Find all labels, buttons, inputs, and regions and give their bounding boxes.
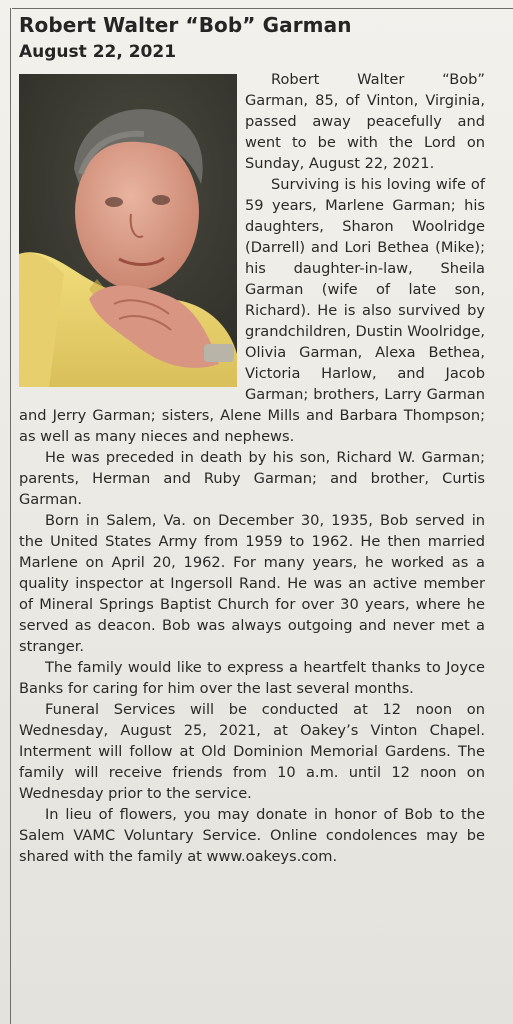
paragraph-memorial: In lieu of flowers, you may donate in honor of Bob to the Salem VAMC Voluntary Service. Online condolences may be shared with the family at www.oakeys.com.: [19, 806, 485, 865]
column-rule: [10, 8, 11, 1024]
paragraph-survivors: Surviving is his loving wife of 59 years, Marlene Garman; his daughters, Sharon Woolridge (Darrell) and Lori Bethea (Mike); his daughter-in-law, Sheila Garman (wife of late son, Richard). He is also survived by grandchildren, Dustin Woolridge, Olivia Garman, Alexa Bethea, Victoria Harlow, and Jacob Garman; brothers, Larry Garman and Jerry Garman; sisters, Alene Mills and Barbara Thompson; as well as many nieces and nephews.: [19, 176, 485, 445]
paragraph-preceded: He was preceded in death by his son, Richard W. Garman; parents, Herman and Ruby Garman; and brother, Curtis Garman.: [19, 449, 485, 508]
obituary-name-heading: Robert Walter “Bob” Garman: [19, 13, 352, 37]
obituary-body: [19, 69, 485, 867]
paragraph-intro: Robert Walter “Bob” Garman, 85, of Vinton, Virginia, passed away peacefully and went to be with the Lord on Sunday, August 22, 2021.: [245, 71, 485, 172]
photo-spacer: [19, 69, 237, 387]
top-rule: [12, 8, 513, 9]
paragraph-thanks: The family would like to express a heartfelt thanks to Joyce Banks for caring for him over the last several months.: [19, 659, 485, 697]
paragraph-biography: Born in Salem, Va. on December 30, 1935, Bob served in the United States Army from 1959 to 1962. He then married Marlene on April 20, 1962. For many years, he worked as a quality inspector at Ingersoll Rand. He was an active member of Mineral Springs Baptist Church for over 30 years, where he served as deacon. Bob was always outgoing and never met a stranger.: [19, 512, 485, 655]
paragraph-services: Funeral Services will be conducted at 12 noon on Wednesday, August 25, 2021, at Oakey’s Vinton Chapel. Interment will follow at Old Dominion Memorial Gardens. The family will receive friends from 10 a.m. until 12 noon on Wednesday prior to the service.: [19, 701, 485, 802]
obituary-date: August 22, 2021: [19, 42, 177, 62]
